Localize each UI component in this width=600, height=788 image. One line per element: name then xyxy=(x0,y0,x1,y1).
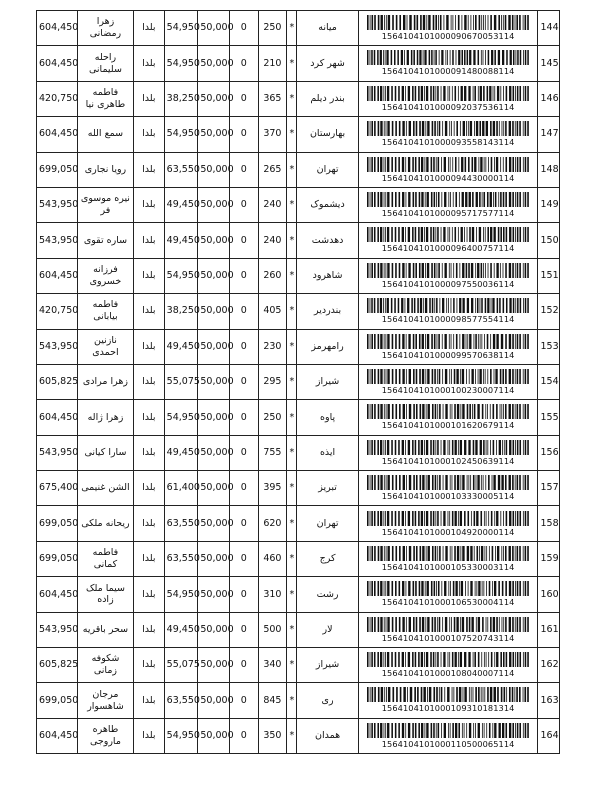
row-recipient-name: زهرا ژاله xyxy=(77,400,133,435)
row-base-amount: 50,000 xyxy=(198,329,230,364)
barcode-icon xyxy=(367,50,529,65)
row-count: 310 xyxy=(258,577,287,612)
barcode-icon xyxy=(367,157,529,172)
row-base-amount: 50,000 xyxy=(198,471,230,506)
barcode-icon xyxy=(367,652,529,667)
row-barcode-cell xyxy=(358,364,538,399)
row-barcode-cell xyxy=(358,81,538,116)
row-barcode-cell xyxy=(358,648,538,683)
row-city: پاوه xyxy=(297,400,358,435)
row-star-mark: * xyxy=(287,117,297,152)
row-recipient-name: ساره تقوی xyxy=(77,223,133,258)
row-index: 152 xyxy=(538,294,560,329)
row-barcode-cell xyxy=(358,506,538,541)
row-total-amount: 543,950 xyxy=(37,329,78,364)
row-subtotal: 54,950 xyxy=(164,258,198,293)
row-count: 500 xyxy=(258,612,287,647)
row-zero-value: 0 xyxy=(230,81,259,116)
row-status: بلدا xyxy=(134,294,165,329)
row-base-amount: 50,000 xyxy=(198,11,230,46)
row-count: 620 xyxy=(258,506,287,541)
barcode-icon xyxy=(367,263,529,278)
row-subtotal: 54,950 xyxy=(164,718,198,753)
row-star-mark: * xyxy=(287,612,297,647)
row-status: بلدا xyxy=(134,541,165,576)
row-total-amount: 543,950 xyxy=(37,223,78,258)
row-index: 149 xyxy=(538,187,560,222)
row-status: بلدا xyxy=(134,46,165,81)
row-total-amount: 675,400 xyxy=(37,471,78,506)
row-total-amount: 543,950 xyxy=(37,435,78,470)
row-index: 144 xyxy=(538,11,560,46)
row-total-amount: 420,750 xyxy=(37,81,78,116)
row-total-amount: 420,750 xyxy=(37,294,78,329)
row-barcode-cell xyxy=(358,683,538,718)
row-city: شیراز xyxy=(297,648,358,683)
row-count: 260 xyxy=(258,258,287,293)
row-star-mark: * xyxy=(287,683,297,718)
row-index: 155 xyxy=(538,400,560,435)
row-star-mark: * xyxy=(287,364,297,399)
table-row xyxy=(37,329,560,364)
row-city: ایذه xyxy=(297,435,358,470)
row-subtotal: 61,400 xyxy=(164,471,198,506)
row-zero-value: 0 xyxy=(230,435,259,470)
row-recipient-name: طاهره ماروجی xyxy=(77,718,133,753)
row-status: بلدا xyxy=(134,364,165,399)
row-count: 460 xyxy=(258,541,287,576)
row-base-amount: 50,000 xyxy=(198,223,230,258)
row-zero-value: 0 xyxy=(230,471,259,506)
row-city: همدان xyxy=(297,718,358,753)
row-recipient-name: سحر باقریه xyxy=(77,612,133,647)
row-base-amount: 50,000 xyxy=(198,81,230,116)
row-status: بلدا xyxy=(134,648,165,683)
row-barcode-cell xyxy=(358,117,538,152)
row-base-amount: 50,000 xyxy=(198,117,230,152)
row-tracking-code: 1564104101000098577554114 xyxy=(381,314,515,325)
row-recipient-name: زهرا مرادی xyxy=(77,364,133,399)
table-row xyxy=(37,364,560,399)
row-recipient-name: فرزانه خسروی xyxy=(77,258,133,293)
row-star-mark: * xyxy=(287,648,297,683)
row-zero-value: 0 xyxy=(230,364,259,399)
table-row xyxy=(37,46,560,81)
row-recipient-name: فاطمه بیابانی xyxy=(77,294,133,329)
row-base-amount: 50,000 xyxy=(198,683,230,718)
row-barcode-cell xyxy=(358,223,538,258)
row-star-mark: * xyxy=(287,258,297,293)
row-recipient-name: فاطمه کمانی xyxy=(77,541,133,576)
row-tracking-code: 1564104101000093558143114 xyxy=(381,137,515,148)
row-recipient-name: شکوفه زمانی xyxy=(77,648,133,683)
row-base-amount: 50,000 xyxy=(198,258,230,293)
row-base-amount: 50,000 xyxy=(198,364,230,399)
barcode-icon xyxy=(367,227,529,242)
row-total-amount: 699,050 xyxy=(37,541,78,576)
row-recipient-name: سارا کیانی xyxy=(77,435,133,470)
row-subtotal: 63,550 xyxy=(164,506,198,541)
row-zero-value: 0 xyxy=(230,718,259,753)
table-row xyxy=(37,648,560,683)
row-barcode-cell xyxy=(358,718,538,753)
row-tracking-code: 1564104101000099570638114 xyxy=(381,349,515,360)
barcode-icon xyxy=(367,581,529,596)
row-status: بلدا xyxy=(134,612,165,647)
barcode-icon xyxy=(367,511,529,526)
row-total-amount: 604,450 xyxy=(37,258,78,293)
row-star-mark: * xyxy=(287,81,297,116)
row-subtotal: 49,450 xyxy=(164,187,198,222)
barcode-icon xyxy=(367,86,529,101)
row-count: 240 xyxy=(258,223,287,258)
row-star-mark: * xyxy=(287,11,297,46)
row-subtotal: 49,450 xyxy=(164,329,198,364)
row-total-amount: 604,450 xyxy=(37,117,78,152)
row-subtotal: 49,450 xyxy=(164,435,198,470)
barcode-icon xyxy=(367,121,529,136)
row-barcode-cell xyxy=(358,435,538,470)
table-row xyxy=(37,258,560,293)
row-total-amount: 604,450 xyxy=(37,718,78,753)
row-status: بلدا xyxy=(134,683,165,718)
row-tracking-code: 1564104101000100230007114 xyxy=(381,384,515,395)
table-row xyxy=(37,577,560,612)
row-city: شاهرود xyxy=(297,258,358,293)
row-city: تهران xyxy=(297,506,358,541)
row-index: 150 xyxy=(538,223,560,258)
table-row xyxy=(37,187,560,222)
row-base-amount: 50,000 xyxy=(198,648,230,683)
row-zero-value: 0 xyxy=(230,648,259,683)
row-tracking-code: 1564104101000091480088114 xyxy=(381,66,515,77)
row-tracking-code: 1564104101000101620679114 xyxy=(381,420,515,431)
row-zero-value: 0 xyxy=(230,506,259,541)
row-city: تهران xyxy=(297,152,358,187)
row-total-amount: 605,825 xyxy=(37,364,78,399)
ledger-body xyxy=(37,11,560,754)
row-status: بلدا xyxy=(134,11,165,46)
row-star-mark: * xyxy=(287,187,297,222)
barcode-icon xyxy=(367,546,529,561)
row-count: 230 xyxy=(258,329,287,364)
row-star-mark: * xyxy=(287,294,297,329)
row-index: 153 xyxy=(538,329,560,364)
row-star-mark: * xyxy=(287,152,297,187)
row-city: لار xyxy=(297,612,358,647)
row-barcode-cell xyxy=(358,258,538,293)
row-zero-value: 0 xyxy=(230,683,259,718)
row-tracking-code: 1564104101000097550036114 xyxy=(381,278,515,289)
row-base-amount: 50,000 xyxy=(198,435,230,470)
row-star-mark: * xyxy=(287,541,297,576)
table-row xyxy=(37,294,560,329)
barcode-icon xyxy=(367,617,529,632)
table-row xyxy=(37,612,560,647)
row-index: 146 xyxy=(538,81,560,116)
row-status: بلدا xyxy=(134,718,165,753)
row-count: 755 xyxy=(258,435,287,470)
row-zero-value: 0 xyxy=(230,187,259,222)
row-tracking-code: 1564104101000096400757114 xyxy=(381,243,515,254)
row-total-amount: 699,050 xyxy=(37,683,78,718)
row-index: 161 xyxy=(538,612,560,647)
row-index: 163 xyxy=(538,683,560,718)
table-row xyxy=(37,471,560,506)
row-star-mark: * xyxy=(287,435,297,470)
row-index: 145 xyxy=(538,46,560,81)
barcode-icon xyxy=(367,15,529,30)
row-total-amount: 543,950 xyxy=(37,612,78,647)
row-star-mark: * xyxy=(287,400,297,435)
row-subtotal: 63,550 xyxy=(164,541,198,576)
row-zero-value: 0 xyxy=(230,400,259,435)
row-zero-value: 0 xyxy=(230,577,259,612)
barcode-icon xyxy=(367,723,529,738)
row-base-amount: 50,000 xyxy=(198,577,230,612)
row-recipient-name: ریحانه ملکی xyxy=(77,506,133,541)
row-base-amount: 50,000 xyxy=(198,541,230,576)
row-city: ری xyxy=(297,683,358,718)
row-count: 240 xyxy=(258,187,287,222)
row-index: 159 xyxy=(538,541,560,576)
row-zero-value: 0 xyxy=(230,258,259,293)
row-base-amount: 50,000 xyxy=(198,400,230,435)
row-status: بلدا xyxy=(134,400,165,435)
row-tracking-code: 1564104101000105330003114 xyxy=(381,561,515,572)
row-base-amount: 50,000 xyxy=(198,187,230,222)
row-city: بندردیر xyxy=(297,294,358,329)
row-status: بلدا xyxy=(134,435,165,470)
barcode-icon xyxy=(367,334,529,349)
row-zero-value: 0 xyxy=(230,223,259,258)
row-city: تبریز xyxy=(297,471,358,506)
row-subtotal: 49,450 xyxy=(164,223,198,258)
row-status: بلدا xyxy=(134,187,165,222)
barcode-icon xyxy=(367,475,529,490)
barcode-icon xyxy=(367,369,529,384)
row-star-mark: * xyxy=(287,506,297,541)
row-city: رامهرمز xyxy=(297,329,358,364)
row-tracking-code: 1564104101000108040007114 xyxy=(381,668,515,679)
row-recipient-name: نیره موسوی فر xyxy=(77,187,133,222)
row-index: 160 xyxy=(538,577,560,612)
barcode-icon xyxy=(367,440,529,455)
row-recipient-name: مرجان شاهسوار xyxy=(77,683,133,718)
row-count: 265 xyxy=(258,152,287,187)
row-star-mark: * xyxy=(287,46,297,81)
barcode-icon xyxy=(367,298,529,313)
row-star-mark: * xyxy=(287,471,297,506)
row-count: 350 xyxy=(258,718,287,753)
row-total-amount: 699,050 xyxy=(37,152,78,187)
row-index: 147 xyxy=(538,117,560,152)
row-city: بهارستان xyxy=(297,117,358,152)
row-city: شهر کرد xyxy=(297,46,358,81)
row-recipient-name: الشن غنیمی xyxy=(77,471,133,506)
row-barcode-cell xyxy=(358,46,538,81)
table-row xyxy=(37,152,560,187)
row-count: 395 xyxy=(258,471,287,506)
row-recipient-name: راحله سلیمانی xyxy=(77,46,133,81)
row-subtotal: 54,950 xyxy=(164,117,198,152)
row-status: بلدا xyxy=(134,258,165,293)
row-tracking-code: 1564104101000103330005114 xyxy=(381,491,515,502)
row-base-amount: 50,000 xyxy=(198,612,230,647)
row-zero-value: 0 xyxy=(230,294,259,329)
row-subtotal: 63,550 xyxy=(164,683,198,718)
row-total-amount: 604,450 xyxy=(37,46,78,81)
row-barcode-cell xyxy=(358,329,538,364)
row-total-amount: 543,950 xyxy=(37,187,78,222)
row-subtotal: 55,075 xyxy=(164,648,198,683)
row-tracking-code: 1564104101000104920000114 xyxy=(381,526,515,537)
row-subtotal: 63,550 xyxy=(164,152,198,187)
row-zero-value: 0 xyxy=(230,117,259,152)
row-barcode-cell xyxy=(358,541,538,576)
row-barcode-cell xyxy=(358,187,538,222)
row-zero-value: 0 xyxy=(230,612,259,647)
row-status: بلدا xyxy=(134,81,165,116)
row-city: بندر دیلم xyxy=(297,81,358,116)
row-count: 340 xyxy=(258,648,287,683)
row-star-mark: * xyxy=(287,329,297,364)
barcode-icon xyxy=(367,192,529,207)
row-index: 151 xyxy=(538,258,560,293)
table-row xyxy=(37,117,560,152)
table-row xyxy=(37,506,560,541)
row-total-amount: 604,450 xyxy=(37,11,78,46)
row-subtotal: 38,250 xyxy=(164,81,198,116)
row-tracking-code: 1564104101000106530004114 xyxy=(381,597,515,608)
row-status: بلدا xyxy=(134,577,165,612)
row-count: 365 xyxy=(258,81,287,116)
row-zero-value: 0 xyxy=(230,329,259,364)
row-base-amount: 50,000 xyxy=(198,506,230,541)
row-count: 295 xyxy=(258,364,287,399)
row-subtotal: 38,250 xyxy=(164,294,198,329)
table-row xyxy=(37,81,560,116)
row-status: بلدا xyxy=(134,117,165,152)
row-recipient-name: زهرا رمضانی xyxy=(77,11,133,46)
row-city: کرج xyxy=(297,541,358,576)
row-recipient-name: سمع الله xyxy=(77,117,133,152)
row-count: 405 xyxy=(258,294,287,329)
row-subtotal: 54,950 xyxy=(164,400,198,435)
row-city: شیراز xyxy=(297,364,358,399)
row-status: بلدا xyxy=(134,506,165,541)
row-recipient-name: رویا نجاری xyxy=(77,152,133,187)
row-zero-value: 0 xyxy=(230,152,259,187)
row-status: بلدا xyxy=(134,223,165,258)
table-row xyxy=(37,400,560,435)
row-subtotal: 55,075 xyxy=(164,364,198,399)
row-tracking-code: 1564104101000094430000114 xyxy=(381,172,515,183)
row-base-amount: 50,000 xyxy=(198,46,230,81)
row-tracking-code: 1564104101000092037536114 xyxy=(381,101,515,112)
row-index: 162 xyxy=(538,648,560,683)
row-subtotal: 54,950 xyxy=(164,11,198,46)
table-row xyxy=(37,11,560,46)
row-recipient-name: فاطمه طاهری نیا xyxy=(77,81,133,116)
row-status: بلدا xyxy=(134,152,165,187)
table-row xyxy=(37,435,560,470)
row-city: دهدشت xyxy=(297,223,358,258)
row-tracking-code: 1564104101000102450639114 xyxy=(381,455,515,466)
row-city: رشت xyxy=(297,577,358,612)
row-status: بلدا xyxy=(134,471,165,506)
barcode-icon xyxy=(367,687,529,702)
barcode-icon xyxy=(367,404,529,419)
row-count: 845 xyxy=(258,683,287,718)
row-star-mark: * xyxy=(287,223,297,258)
row-tracking-code: 1564104101000109310181314 xyxy=(381,703,515,714)
row-star-mark: * xyxy=(287,718,297,753)
shipment-ledger-table xyxy=(36,10,560,754)
row-tracking-code: 1564104101000107520743114 xyxy=(381,632,515,643)
row-zero-value: 0 xyxy=(230,46,259,81)
row-barcode-cell xyxy=(358,577,538,612)
row-index: 157 xyxy=(538,471,560,506)
row-subtotal: 49,450 xyxy=(164,612,198,647)
row-barcode-cell xyxy=(358,471,538,506)
row-total-amount: 699,050 xyxy=(37,506,78,541)
row-total-amount: 605,825 xyxy=(37,648,78,683)
row-subtotal: 54,950 xyxy=(164,46,198,81)
row-index: 164 xyxy=(538,718,560,753)
table-row xyxy=(37,683,560,718)
row-tracking-code: 1564104101000110500065114 xyxy=(381,738,515,749)
row-total-amount: 604,450 xyxy=(37,577,78,612)
row-recipient-name: سیما ملک زاده xyxy=(77,577,133,612)
row-count: 370 xyxy=(258,117,287,152)
row-subtotal: 54,950 xyxy=(164,577,198,612)
row-zero-value: 0 xyxy=(230,11,259,46)
row-barcode-cell xyxy=(358,152,538,187)
row-base-amount: 50,000 xyxy=(198,294,230,329)
row-index: 148 xyxy=(538,152,560,187)
row-recipient-name: نازنین احمدی xyxy=(77,329,133,364)
table-row xyxy=(37,541,560,576)
row-index: 156 xyxy=(538,435,560,470)
row-tracking-code: 1564104101000090670053114 xyxy=(381,31,515,42)
row-base-amount: 50,000 xyxy=(198,718,230,753)
row-tracking-code: 1564104101000095717577114 xyxy=(381,208,515,219)
row-status: بلدا xyxy=(134,329,165,364)
table-row xyxy=(37,223,560,258)
row-barcode-cell xyxy=(358,612,538,647)
row-city: میانه xyxy=(297,11,358,46)
row-barcode-cell xyxy=(358,11,538,46)
row-count: 250 xyxy=(258,11,287,46)
row-index: 154 xyxy=(538,364,560,399)
row-base-amount: 50,000 xyxy=(198,152,230,187)
row-star-mark: * xyxy=(287,577,297,612)
table-row xyxy=(37,718,560,753)
row-barcode-cell xyxy=(358,400,538,435)
row-city: دیشموک xyxy=(297,187,358,222)
row-count: 210 xyxy=(258,46,287,81)
row-zero-value: 0 xyxy=(230,541,259,576)
row-index: 158 xyxy=(538,506,560,541)
row-barcode-cell xyxy=(358,294,538,329)
row-count: 250 xyxy=(258,400,287,435)
row-total-amount: 604,450 xyxy=(37,400,78,435)
